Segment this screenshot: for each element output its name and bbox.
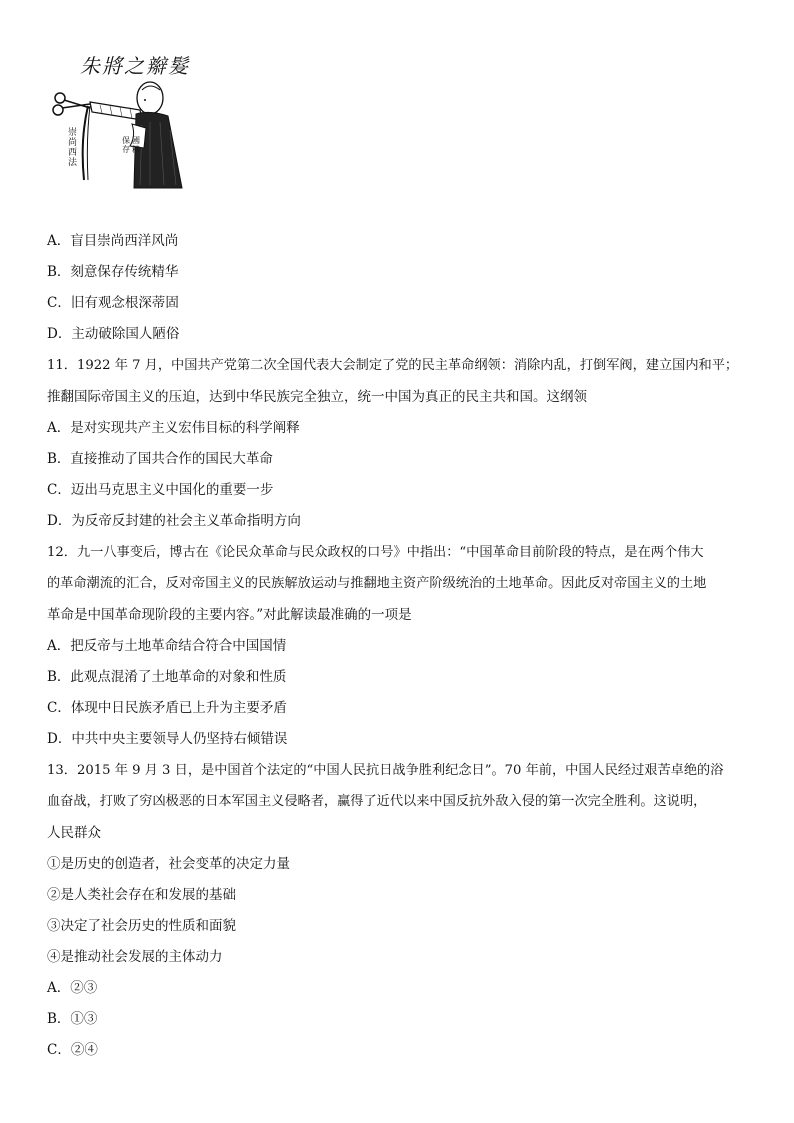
- q10-option-a: A．盲目崇尚西洋风尚: [47, 233, 179, 249]
- q13-stem-line3: 人民群众: [47, 825, 101, 841]
- q13-stem-line2: 血奋战，打败了穷凶极恶的日本军国主义侵略者，赢得了近代以来中国反抗外敌入侵的第一次完全胜利。这说明，: [47, 794, 707, 809]
- q11-option-c: C．迈出马克思主义中国化的重要一步: [47, 482, 274, 498]
- cartoon-label-right: [122, 136, 141, 154]
- q13-statement-3: ③决定了社会历史的性质和面貌: [47, 918, 236, 934]
- q11-stem-line2: 推翻国际帝国主义的压迫，达到中华民族完全独立，统一中国为真正的民主共和国。这纲领: [47, 389, 587, 405]
- q12-option-c: C．体现中日民族矛盾已上升为主要矛盾: [47, 700, 287, 716]
- q11-option-d: D．为反帝反封建的社会主义革命指明方向: [47, 513, 301, 529]
- q13-stem-line1: 13．2015 年 9 月 3 日，是中国首个法定的“中国人民抗日战争胜利纪念日”。70 年前，中国人民经过艰苦卓绝的浴: [47, 763, 724, 778]
- q12-stem-line3: 革命是中国革命现阶段的主要内容。”对此解读最准确的一项是: [47, 607, 412, 623]
- q12-stem-line1: 12．九一八事变后，博古在《论民众革命与民众政权的口号》中指出：“中国革命目前阶段的特点，是在两个伟大: [47, 545, 704, 560]
- cartoon-title: 朱將之辮髮: [80, 54, 190, 78]
- q12-option-a: A．把反帝与土地革命结合符合中国国情: [47, 638, 287, 654]
- q10-option-c: C．旧有观念根深蒂固: [47, 295, 179, 311]
- cartoon-label-right-2: 國粹: [132, 136, 140, 154]
- q13-option-a: A．②③: [47, 980, 98, 996]
- q10-option-d: D．主动破除国人陋俗: [47, 326, 180, 342]
- cartoon-label-left: 崇尚西法: [68, 128, 78, 168]
- q11-stem-line1: 11．1922 年 7 月，中国共产党第二次全国代表大会制定了党的民主革命纲领：消除内乱，打倒军阀，建立国内和平；: [47, 358, 739, 373]
- cartoon-label-right-1: 保存: [122, 136, 130, 154]
- q12-option-b: B．此观点混淆了土地革命的对象和性质: [47, 669, 287, 685]
- cartoon-illustration: [50, 50, 230, 190]
- q13-option-b: B．①③: [47, 1011, 98, 1027]
- q13-statement-2: ②是人类社会存在和发展的基础: [47, 887, 236, 903]
- q13-statement-1: ①是历史的创造者，社会变革的决定力量: [47, 856, 290, 872]
- q13-option-c: C．②④: [47, 1042, 98, 1058]
- q11-option-b: B．直接推动了国共合作的国民大革命: [47, 451, 273, 467]
- q11-option-a: A．是对实现共产主义宏伟目标的科学阐释: [47, 420, 300, 436]
- q12-option-d: D．中共中央主要领导人仍坚持右倾错误: [47, 731, 288, 747]
- q12-stem-line2: 的革命潮流的汇合，反对帝国主义的民族解放运动与推翻地主资产阶级统治的土地革命。因此反对帝国主义的土地: [47, 576, 707, 591]
- q13-statement-4: ④是推动社会发展的主体动力: [47, 949, 223, 965]
- q10-option-b: B．刻意保存传统精华: [47, 264, 179, 280]
